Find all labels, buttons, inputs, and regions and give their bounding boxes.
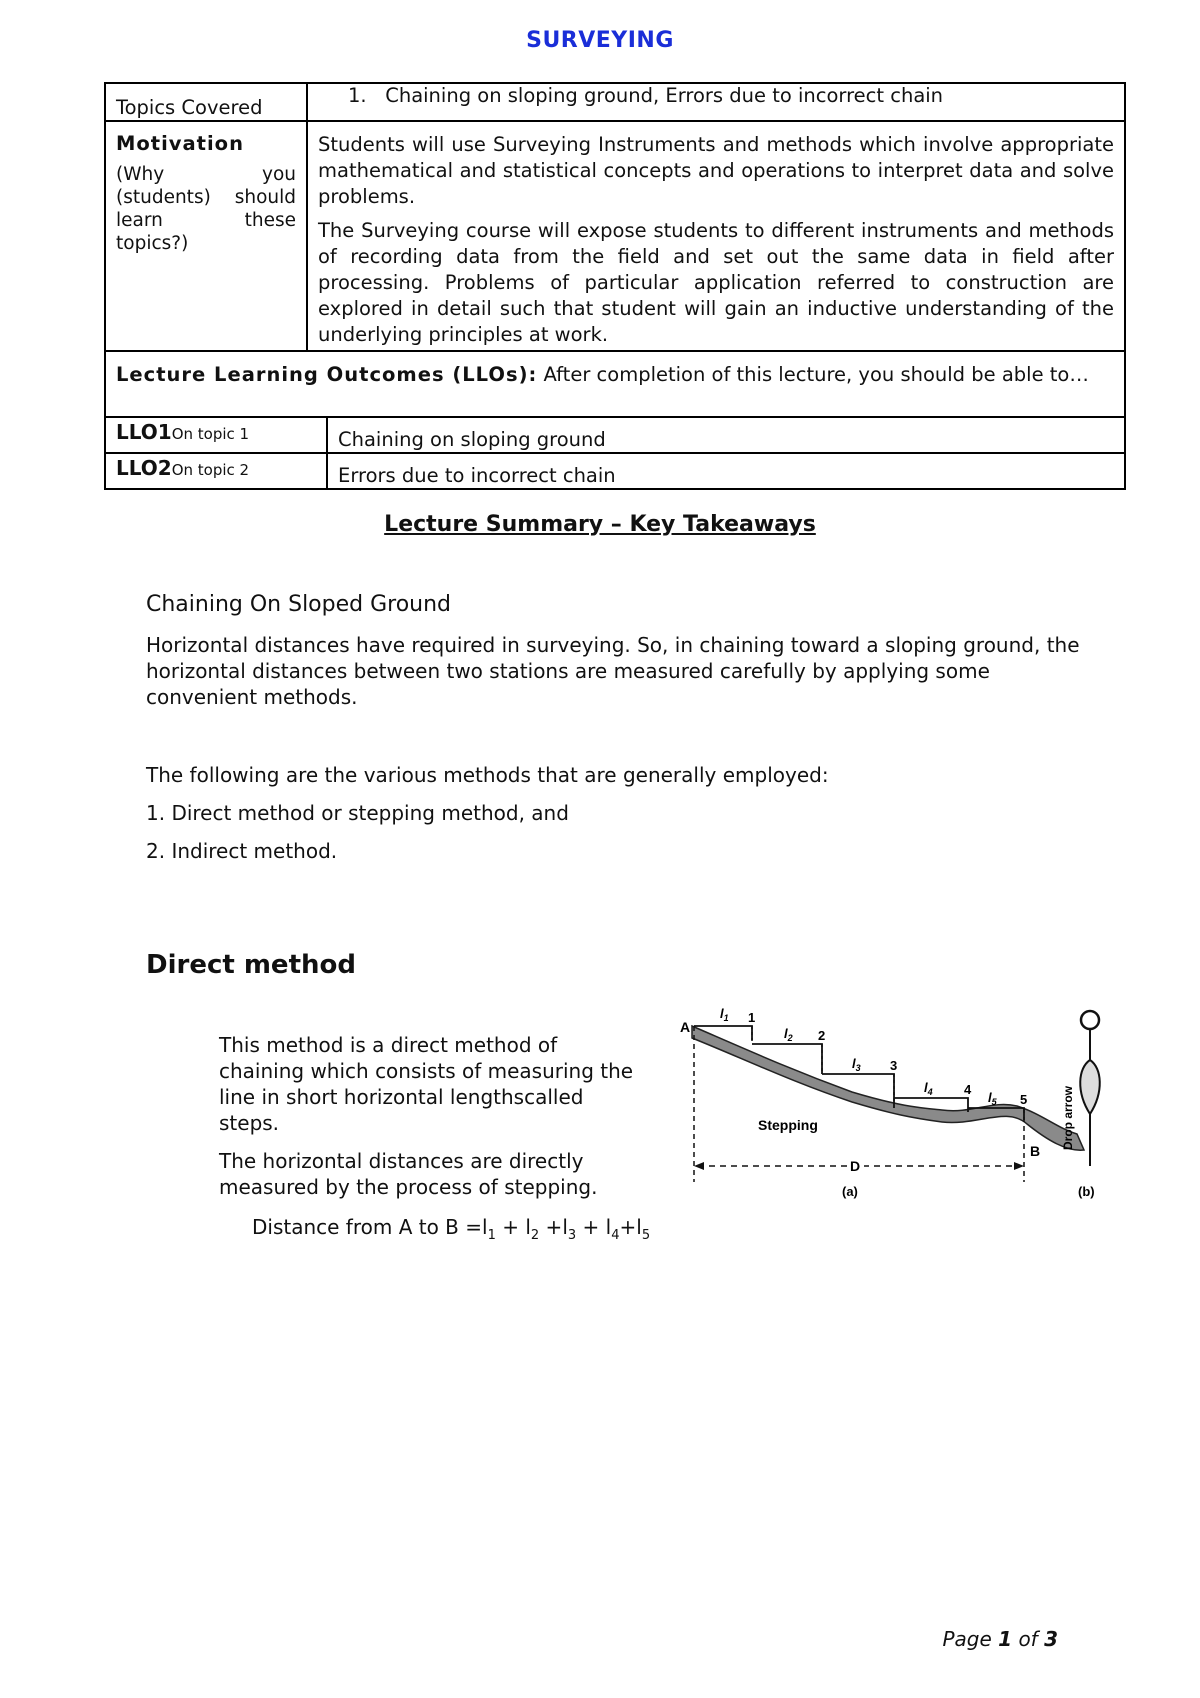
topics-value [307, 83, 1125, 121]
step-label: $l_2$ [784, 1026, 793, 1043]
page-number: Page 1 of 3 [942, 1627, 1058, 1651]
llo-intro: After completion of this lecture, you should be able to… [543, 363, 1089, 386]
method-item: 1. Direct method or stepping method, and [146, 801, 569, 825]
motivation-subtitle: (Why you (students) should learn these topics?) [116, 164, 296, 254]
topics-label: Topics Covered [105, 83, 307, 121]
motivation-row [105, 121, 1125, 351]
llo-code-cell [105, 453, 327, 489]
sloping-ground [692, 1026, 1084, 1150]
method-item: 2. Indirect method. [146, 839, 338, 863]
llo-text: Errors due to incorrect chain [327, 453, 1125, 489]
llo-row [105, 453, 1125, 489]
step-label: $l_5$ [988, 1090, 997, 1107]
llo-code-cell [105, 417, 327, 453]
direct-method-paragraph-1: This method is a direct method of chaining which consists of measuring the line in short horizontal lengthscalled steps. [219, 1033, 634, 1135]
motivation-paragraph-1: Students will use Surveying Instruments and methods which involve appropriate mathematical and statistical concepts and operations to interpret data and solve problems. [318, 133, 1114, 208]
llo-text: Chaining on sloping ground [327, 417, 1125, 453]
page-header-title: SURVEYING [526, 28, 674, 53]
topics-number: 1. [348, 84, 367, 107]
label-a: A [680, 1019, 691, 1035]
step-label: $l_1$ [720, 1006, 729, 1023]
direct-method-heading: Direct method [146, 950, 356, 980]
section-title: Chaining On Sloped Ground [146, 592, 452, 617]
motivation-content [307, 121, 1125, 351]
stepping-label: Stepping [758, 1117, 818, 1133]
step-number: 5 [1020, 1092, 1028, 1107]
caption-a: (a) [842, 1184, 858, 1199]
arrowhead-right [1014, 1162, 1024, 1170]
step-number: 4 [964, 1082, 972, 1097]
distance-formula: Distance from A to $B =l_1 + l_2 +l_3 + l_4+l_5$ [252, 1215, 651, 1243]
drop-arrow-weight [1080, 1060, 1100, 1114]
drop-arrow-ring [1081, 1011, 1099, 1029]
motivation-paragraph-2: The Surveying course will expose students to different instruments and methods of recording data from the field and set out the same data in field after processing. Problems of particular application referred to construction are explored in detail such that student will gain an inductive understanding of the underlying principles at work. [318, 219, 1114, 346]
topics-row [105, 83, 1125, 121]
llo-tag: On topic 2 [171, 461, 250, 479]
step-number: 3 [890, 1058, 898, 1073]
drop-arrow-label: Drop arrow [1061, 1085, 1075, 1150]
summary-title: Lecture Summary – Key Takeaways [384, 512, 816, 537]
formula-prefix: Distance from A to B = [252, 1215, 483, 1239]
topics-text: Chaining on sloping ground, Errors due to incorrect chain [385, 84, 944, 107]
label-b: B [1030, 1143, 1041, 1159]
llo-row [105, 417, 1125, 453]
llo-tag: On topic 1 [171, 425, 250, 443]
step-number: 1 [748, 1010, 756, 1025]
motivation-cell [105, 121, 307, 351]
direct-method-paragraph-2: The horizontal distances are directly measured by the process of stepping. [219, 1149, 598, 1199]
llo-header-row [105, 351, 1125, 417]
stepping-figure [672, 1002, 1112, 1207]
intro-paragraph: Horizontal distances have required in surveying. So, in chaining toward a sloping ground, the horizontal distances between two stations are measured carefully by applying some convenient methods. [146, 633, 1080, 709]
step-label: $l_4$ [924, 1080, 933, 1097]
step-number: 2 [818, 1028, 826, 1043]
llo-code: LLO1 [116, 420, 172, 444]
methods-intro: The following are the various methods that are generally employed: [146, 763, 829, 787]
llo-code: LLO2 [116, 456, 172, 480]
distance-label: D [850, 1158, 861, 1174]
step-label: $l_3$ [852, 1056, 861, 1073]
motivation-label: Motivation [116, 132, 244, 155]
arrowhead-left [694, 1162, 704, 1170]
caption-b: (b) [1078, 1184, 1095, 1199]
course-info-table [104, 82, 1126, 490]
llo-heading: Lecture Learning Outcomes (LLOs): [116, 363, 538, 386]
llo-header [105, 351, 1125, 417]
